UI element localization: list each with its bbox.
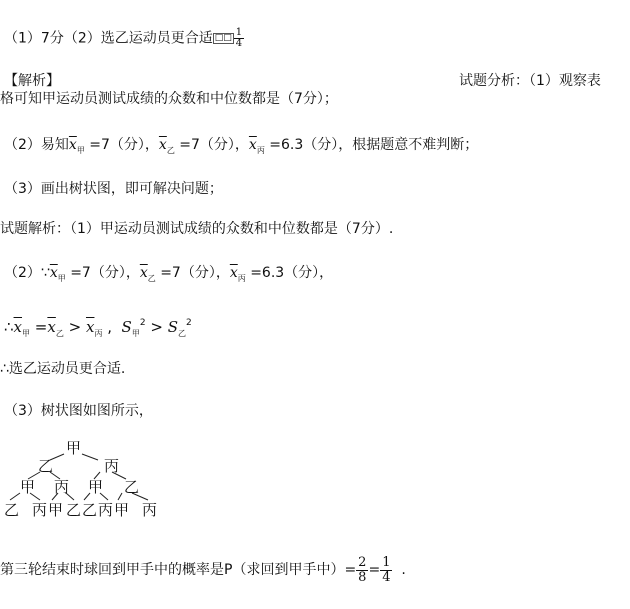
var-sub-jia: 甲 [131, 329, 140, 338]
sub-jia: 甲 [76, 146, 85, 155]
solution-line2 [4, 264, 333, 288]
final-fraction-2 [380, 556, 392, 585]
sol-eq-yi: =7（分）， [160, 265, 230, 281]
analysis-eq-yi: =7（分）， [179, 137, 249, 153]
tree-l2-0: 乙 [38, 457, 54, 475]
cmp-sub-bing: 丙 [94, 329, 103, 338]
final-prefix: 第三轮结束时球回到甲手中的概率是P（求回到甲手中）= [0, 562, 357, 578]
final-end: . [401, 562, 406, 578]
sol-sub-bing: 丙 [237, 274, 246, 283]
therefore-symbol: ∴ [4, 318, 14, 336]
answer-frac-num: 1 [235, 27, 243, 38]
tree-l4-5: 丙 [98, 501, 114, 519]
tree-l4-6: 甲 [114, 501, 130, 519]
solution-tree-intro: （3）树状图如图所示， [4, 403, 153, 419]
tree-l2-1: 丙 [104, 457, 120, 475]
sol-mean-x-bing: $\overline{x}$ [229, 265, 238, 281]
cmp-gt-2: > [150, 318, 163, 336]
final-num-2: 1 [382, 554, 391, 570]
final-probability [0, 552, 406, 588]
answer-frac-den: 4 [235, 38, 243, 49]
cmp-x-yi: $\overline{x}$ [47, 318, 56, 336]
answer-text: （1）7分（2）选乙运动员更合适 [4, 30, 213, 47]
analysis-line3: （3）画出树状图，即可解决问题； [4, 181, 223, 197]
final-fraction-1 [356, 556, 368, 585]
sol-eq-bing: =6.3（分）， [250, 265, 334, 281]
final-num-1: 2 [358, 554, 367, 570]
sol-sub-yi: 乙 [147, 274, 156, 283]
sol-sub-jia: 甲 [57, 274, 66, 283]
tree-l3-0: 甲 [20, 478, 36, 496]
tree-l4-4: 乙 [82, 501, 98, 519]
tree-l4-7: 丙 [142, 501, 158, 519]
answer-line [4, 28, 244, 49]
sol-mean-x-yi: $\overline{x}$ [139, 265, 148, 281]
solution-line2-prefix: （2）∵ [4, 265, 50, 281]
solution-choose: ∴选乙运动员更合适. [0, 361, 126, 377]
var-s-yi: S [167, 318, 178, 336]
final-den-1: 8 [358, 569, 367, 585]
mean-x-yi: $\overline{x}$ [158, 137, 167, 153]
missing-glyph-icon: □□ [214, 33, 232, 43]
tree-l3-1: 丙 [54, 478, 70, 496]
sub-yi: 乙 [166, 146, 175, 155]
var-sq-jia: 2 [139, 318, 146, 328]
var-sq-yi: 2 [185, 318, 192, 328]
mean-x-jia: $\overline{x}$ [68, 137, 77, 153]
cmp-x-jia: $\overline{x}$ [13, 318, 23, 336]
tree-l4-3: 乙 [66, 501, 82, 519]
tree-l4-1: 丙 [32, 501, 48, 519]
sub-bing: 丙 [256, 146, 265, 155]
answer-fraction [234, 28, 244, 49]
var-sub-yi: 乙 [177, 329, 186, 338]
tree-l3-2: 甲 [88, 478, 104, 496]
analysis-line2-prefix: （2）易知 [4, 137, 69, 153]
tree-l3-3: 乙 [124, 478, 140, 496]
solution-line1: 试题解析：（1）甲运动员测试成绩的众数和中位数都是（7分）. [0, 221, 394, 237]
cmp-x-bing: $\overline{x}$ [85, 318, 95, 336]
analysis-header: 【解析】 [4, 73, 60, 89]
mean-x-bing: $\overline{x}$ [248, 137, 257, 153]
analysis-eq-bing: =6.3（分），根据题意不难判断； [269, 137, 479, 153]
solution-compare: $\therefore\overline{x}_甲 =\overline{x}_乙 > \overline{x}_丙$ , $S_甲^2 > S_乙^2$ [4, 318, 192, 338]
cmp-gt-1: > [68, 318, 82, 336]
var-s-jia: S [121, 318, 132, 336]
sol-mean-x-jia: $\overline{x}$ [49, 265, 58, 281]
tree-l4-2: 甲 [48, 501, 64, 519]
sol-eq-jia: =7（分）， [70, 265, 140, 281]
analysis-line1: 格可知甲运动员测试成绩的众数和中位数都是（7分）； [0, 91, 338, 107]
cmp-sub-jia: 甲 [22, 329, 31, 338]
analysis-line2 [4, 136, 478, 160]
analysis-intro: 试题分析：（1）观察表 [459, 73, 601, 89]
tree-diagram [0, 440, 200, 530]
tree-root: 甲 [66, 439, 82, 457]
final-den-2: 4 [382, 569, 391, 585]
cmp-eq: = [34, 318, 48, 336]
tree-l4-0: 乙 [4, 501, 20, 519]
cmp-sub-yi: 乙 [55, 329, 64, 338]
final-eq: = [368, 562, 381, 578]
analysis-eq-jia: =7（分）， [89, 137, 159, 153]
